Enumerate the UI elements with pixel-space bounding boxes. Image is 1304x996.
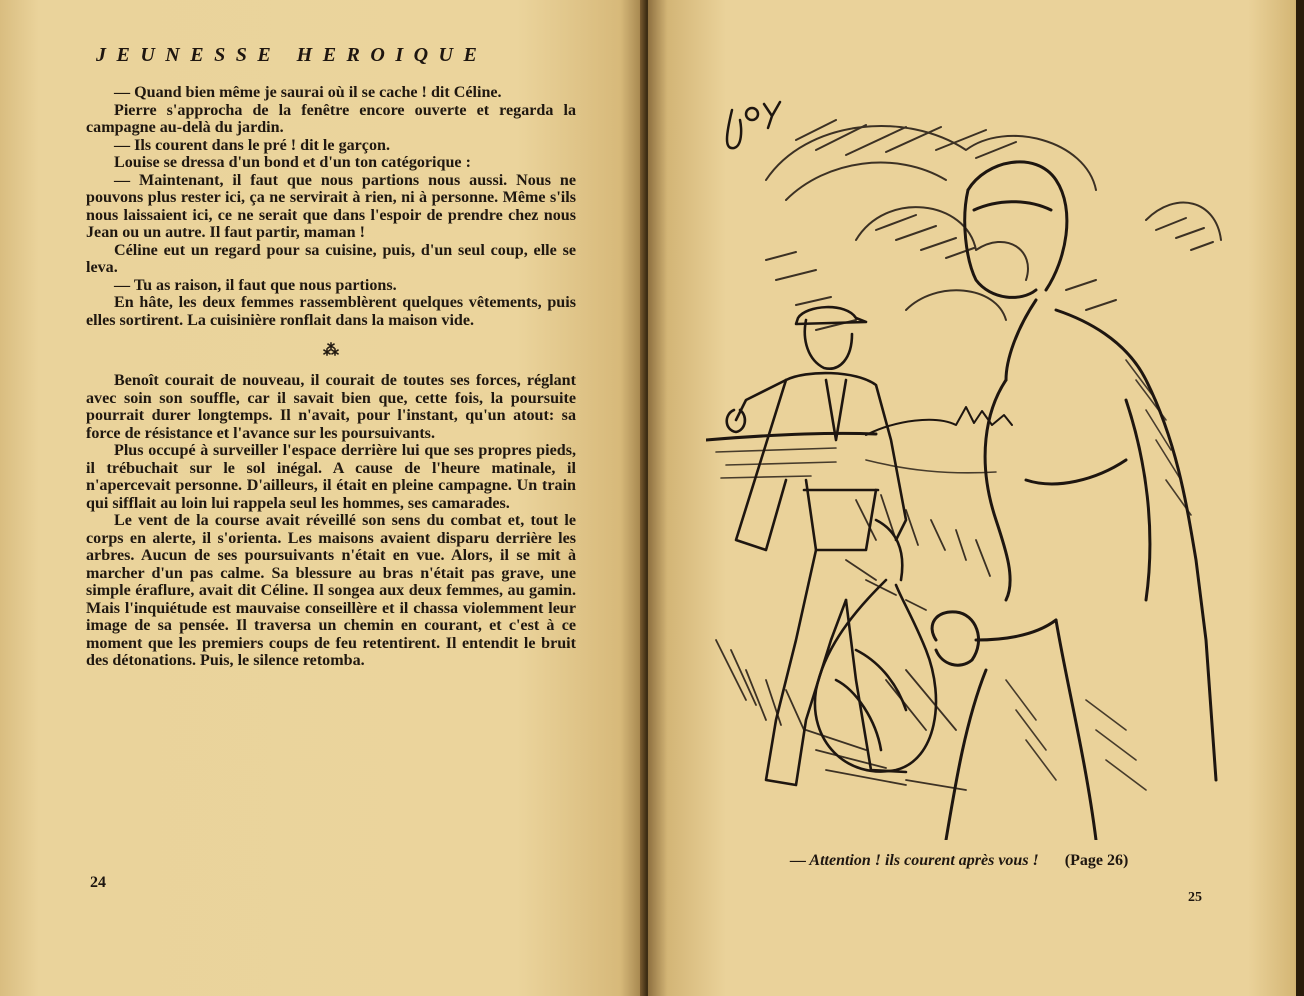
paragraph: Plus occupé à surveiller l'espace derrière lui que ses propres pieds, il trébuchait sur le sol inégal. A cause de l'heure matinale, il n'apercevait personne. D'ailleurs, il était en pleine campagne. Un train qui sifflait au loin lui rappela seul les hommes, ses camarades. bbox=[86, 442, 576, 512]
illustration bbox=[706, 80, 1226, 840]
paragraph: Louise se dressa d'un bond et d'un ton catégorique : bbox=[114, 154, 471, 171]
page-number-left: 24 bbox=[90, 874, 106, 891]
paragraph: Le vent de la course avait réveillé son sens du combat et, tout le corps en alerte, il s'orienta. Les maisons avaient disparu derrière les arbres. Aucun de ses poursuivants n'était en vue. Alors, il se mit à marcher d'un pas calme. Sa blessure au bras n'était pas grave, une simple éraflure, avait dit Céline. Il songea aux deux femmes, au gamin. Mais l'inquiétude est mauvaise conseillère et il chassa violemment leur image de sa pensée. Il traversa un chemin en courant, et c'est à ce moment que les premiers coups de feu retentirent. Il entendit le bruit des détonations. Puis, le silence retomba. bbox=[86, 512, 576, 669]
paragraph: — Tu as raison, il faut que nous partions. bbox=[114, 276, 397, 294]
caption-page-ref: (Page 26) bbox=[1064, 852, 1129, 869]
paragraph: Pierre s'approcha de la fenêtre encore ouverte et regarda la campagne au-delà du jardin. bbox=[86, 101, 576, 136]
paragraph: — Maintenant, il faut que nous partions nous aussi. Nous ne pouvons plus rester ici, ça ne servirait à rien, ni à personne. Même s'ils nous laissaient ici, ce ne serait que dans l'espoir de prendre chez nous Jean ou un autre. Il faut partir, maman ! bbox=[86, 171, 576, 241]
paragraph: — Quand bien même je saurai où il se cache ! dit Céline. bbox=[114, 84, 502, 101]
section-ornament: ⁂ bbox=[323, 342, 339, 359]
illustration-caption bbox=[790, 852, 1210, 870]
book-edge bbox=[1296, 0, 1304, 996]
left-page bbox=[0, 0, 646, 996]
paragraph: En hâte, les deux femmes rassemblèrent quelques vêtements, puis elles sortirent. La cuisinière ronflait dans la maison vide. bbox=[86, 294, 576, 329]
paragraph: Benoît courait de nouveau, il courait de toutes ses forces, réglant avec soin son souffle, car il savait bien que, cette fois, la poursuite pourrait durer longtemps. Il n'avait, pour l'instant, qu'un atout: sa force de résistance et l'avance sur les poursuivants. bbox=[86, 372, 576, 442]
paragraph: — Ils courent dans le pré ! dit le garçon. bbox=[114, 136, 390, 154]
page-number-right: 25 bbox=[1188, 890, 1202, 905]
caption-text: — Attention ! ils courent après vous ! bbox=[790, 852, 1039, 869]
running-head: JEUNESSE HEROIQUE bbox=[96, 44, 488, 66]
paragraph: Céline eut un regard pour sa cuisine, puis, d'un seul coup, elle se leva. bbox=[86, 241, 576, 276]
body-text bbox=[86, 84, 576, 670]
